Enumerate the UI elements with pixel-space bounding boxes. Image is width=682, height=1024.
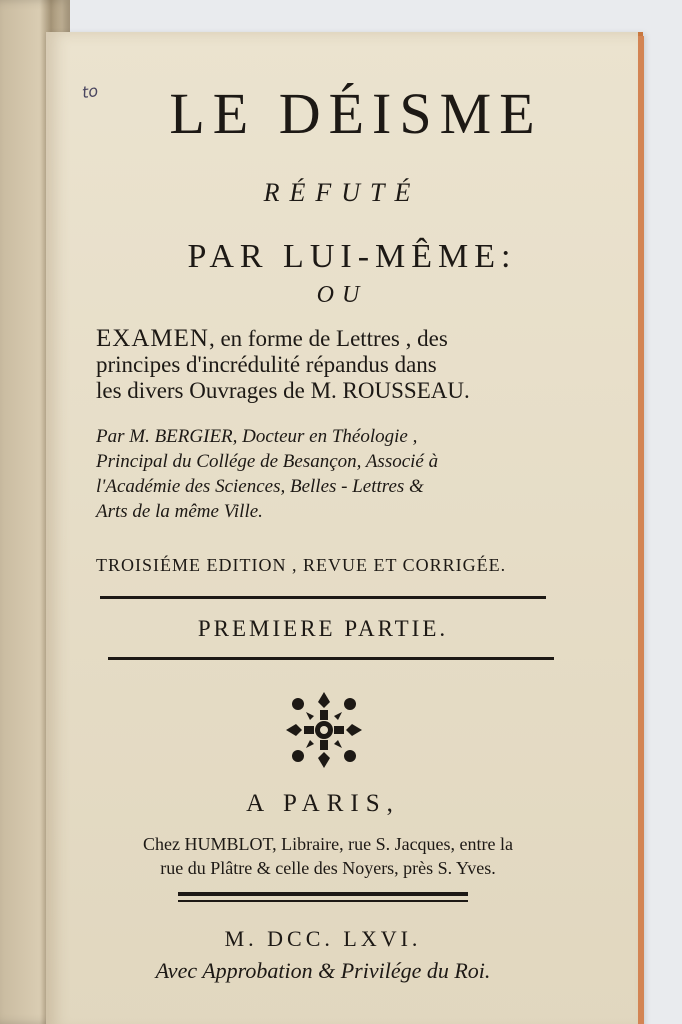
- rule-below-part: [108, 657, 554, 660]
- examen-line-3: les divers Ouvrages de M. ROUSSEAU.: [96, 378, 470, 403]
- publication-year: M. DCC. LXVI.: [224, 926, 422, 951]
- examen-paragraph: [96, 326, 566, 404]
- examen-line-1: [96, 326, 566, 352]
- double-rule-bottom: [178, 900, 468, 902]
- fleuron-ornament-icon: [282, 688, 366, 772]
- book-title: LE DÉISME: [169, 81, 543, 146]
- examen-line-1-rest: , en forme de Lettres , des: [208, 326, 448, 351]
- publisher-line-1: Chez HUMBLOT, Libraire, rue S. Jacques, entre la: [142, 834, 514, 854]
- edition-line: TROISIÉME EDITION , REVUE ET CORRIGÉE.: [96, 555, 507, 575]
- privilege-line: Avec Approbation & Privilége du Roi.: [155, 958, 491, 983]
- subtitle-ou: OU: [316, 282, 368, 308]
- double-rule-top: [178, 892, 468, 896]
- subtitle-refute: RÉFUTÉ: [263, 178, 421, 207]
- author-line-2: Principal du Collége de Besançon, Associé à: [96, 451, 439, 472]
- subtitle-par-lui-meme: PAR LUI-MÊME:: [187, 238, 517, 275]
- author-paragraph: [96, 424, 566, 524]
- red-page-edge: [638, 36, 644, 1024]
- author-line-3: l'Académie des Sciences, Belles - Lettres &: [96, 476, 424, 497]
- publisher-paragraph: [88, 832, 568, 880]
- examen-lead: EXAMEN: [96, 325, 209, 352]
- publisher-line-2: rue du Plâtre & celle des Noyers, près S. Yves.: [160, 858, 496, 878]
- examen-line-2: principes d'incrédulité répandus dans: [96, 352, 437, 377]
- rule-above-part: [100, 596, 546, 599]
- author-line-4: Arts de la même Ville.: [96, 501, 263, 522]
- city-line: A PARIS,: [246, 790, 400, 817]
- part-title: PREMIERE PARTIE.: [197, 616, 449, 641]
- margin-note: to: [80, 80, 100, 103]
- author-line-1: Par M. BERGIER, Docteur en Théologie ,: [96, 426, 418, 447]
